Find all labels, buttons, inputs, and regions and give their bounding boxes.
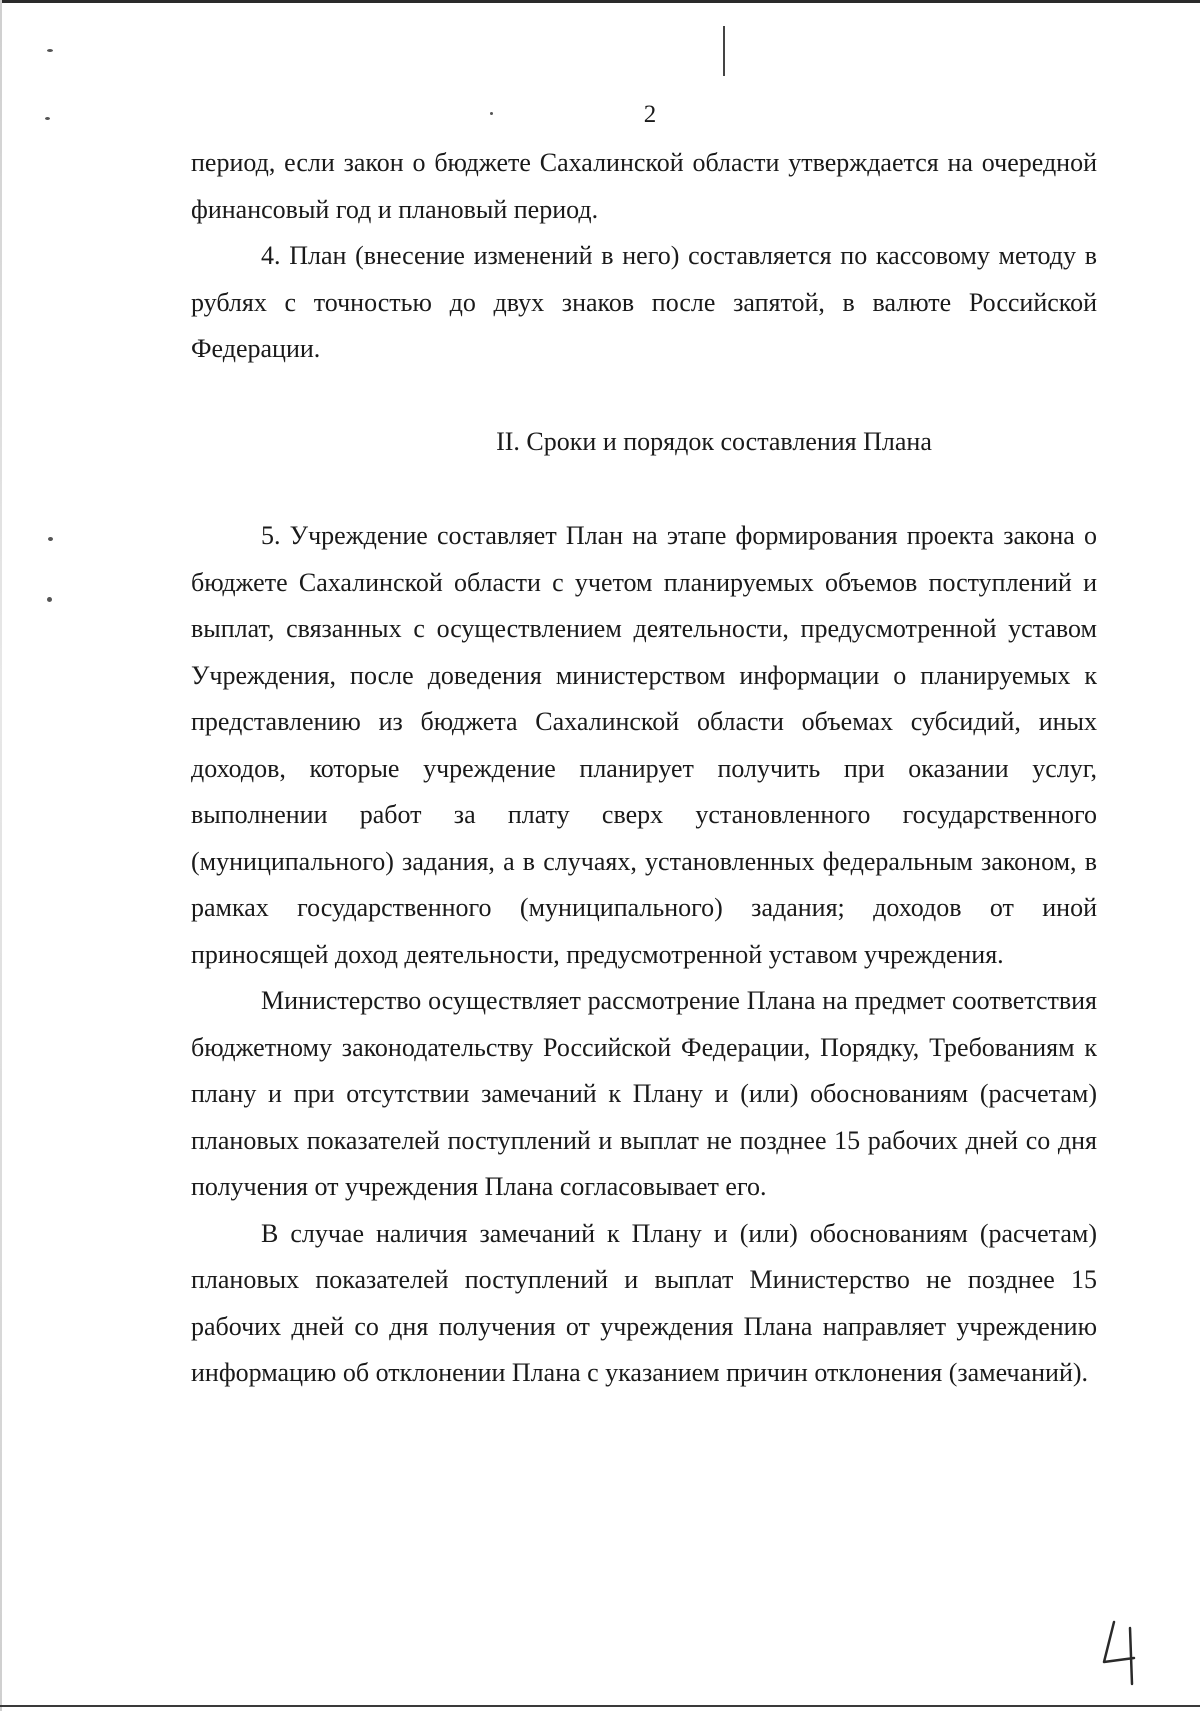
- paragraph-ministry-review: Министерство осуществляет рассмотрение Плана на предмет соответствия бюджетному законодательству Российской Федерации, Порядку, Требованиям к плану и при отсутствии замечаний к Плану и (или) обоснованиям (расчетам) плановых показателей поступлений и выплат не позднее 15 рабочих дней со дня получения от учреждения Плана согласовывает его.: [191, 986, 1097, 1201]
- page-number: 2: [643, 101, 657, 128]
- scan-speck: [47, 597, 52, 602]
- handwritten-page-mark: [1100, 1618, 1140, 1688]
- scan-bottom-edge: [0, 1705, 1200, 1707]
- paragraph-4: 4. План (внесение изменений в него) составляется по кассовому методу в рублях с точностью до двух знаков после запятой, в валюте Российской Федерации.: [191, 241, 1097, 363]
- paragraph-rejection: В случае наличия замечаний к Плану и (или) обоснованиям (расчетам) плановых показателей поступлений и выплат Министерство не позднее 15 рабочих дней со дня получения от учреждения Плана направляет учреждению информацию об отклонении Плана с указанием причин отклонения (замечаний).: [191, 1218, 1097, 1387]
- fold-mark: [723, 26, 725, 76]
- paragraph-continuation: период, если закон о бюджете Сахалинской области утверждается на очередной финансовый год и плановый период.: [191, 148, 1097, 224]
- section-heading: II. Сроки и порядок составления Плана: [496, 426, 932, 456]
- scan-speck: [48, 537, 53, 541]
- paragraph-5: 5. Учреждение составляет План на этапе формирования проекта закона о бюджете Сахалинской области с учетом планируемых объемов поступлений и выплат, связанных с осуществлением деятельности, предусмотренной уставом Учреждения, после доведения министерством информации о планируемых к представлению из бюджета Сахалинской области объемах субсидий, иных доходов, которые учреждение планирует получить при оказании услуг, выполнении работ за плату сверх установленного государственного (муниципального) задания, а в случаях, установленных федеральным законом, в рамках государственного (муниципального) задания; доходов от иной приносящей доход деятельности, предусмотренной уставом учреждения.: [191, 521, 1097, 969]
- scan-speck: [47, 49, 53, 52]
- scan-left-edge: [0, 0, 2, 1711]
- document-body: [191, 140, 1097, 1397]
- scan-top-edge: [0, 0, 1200, 3]
